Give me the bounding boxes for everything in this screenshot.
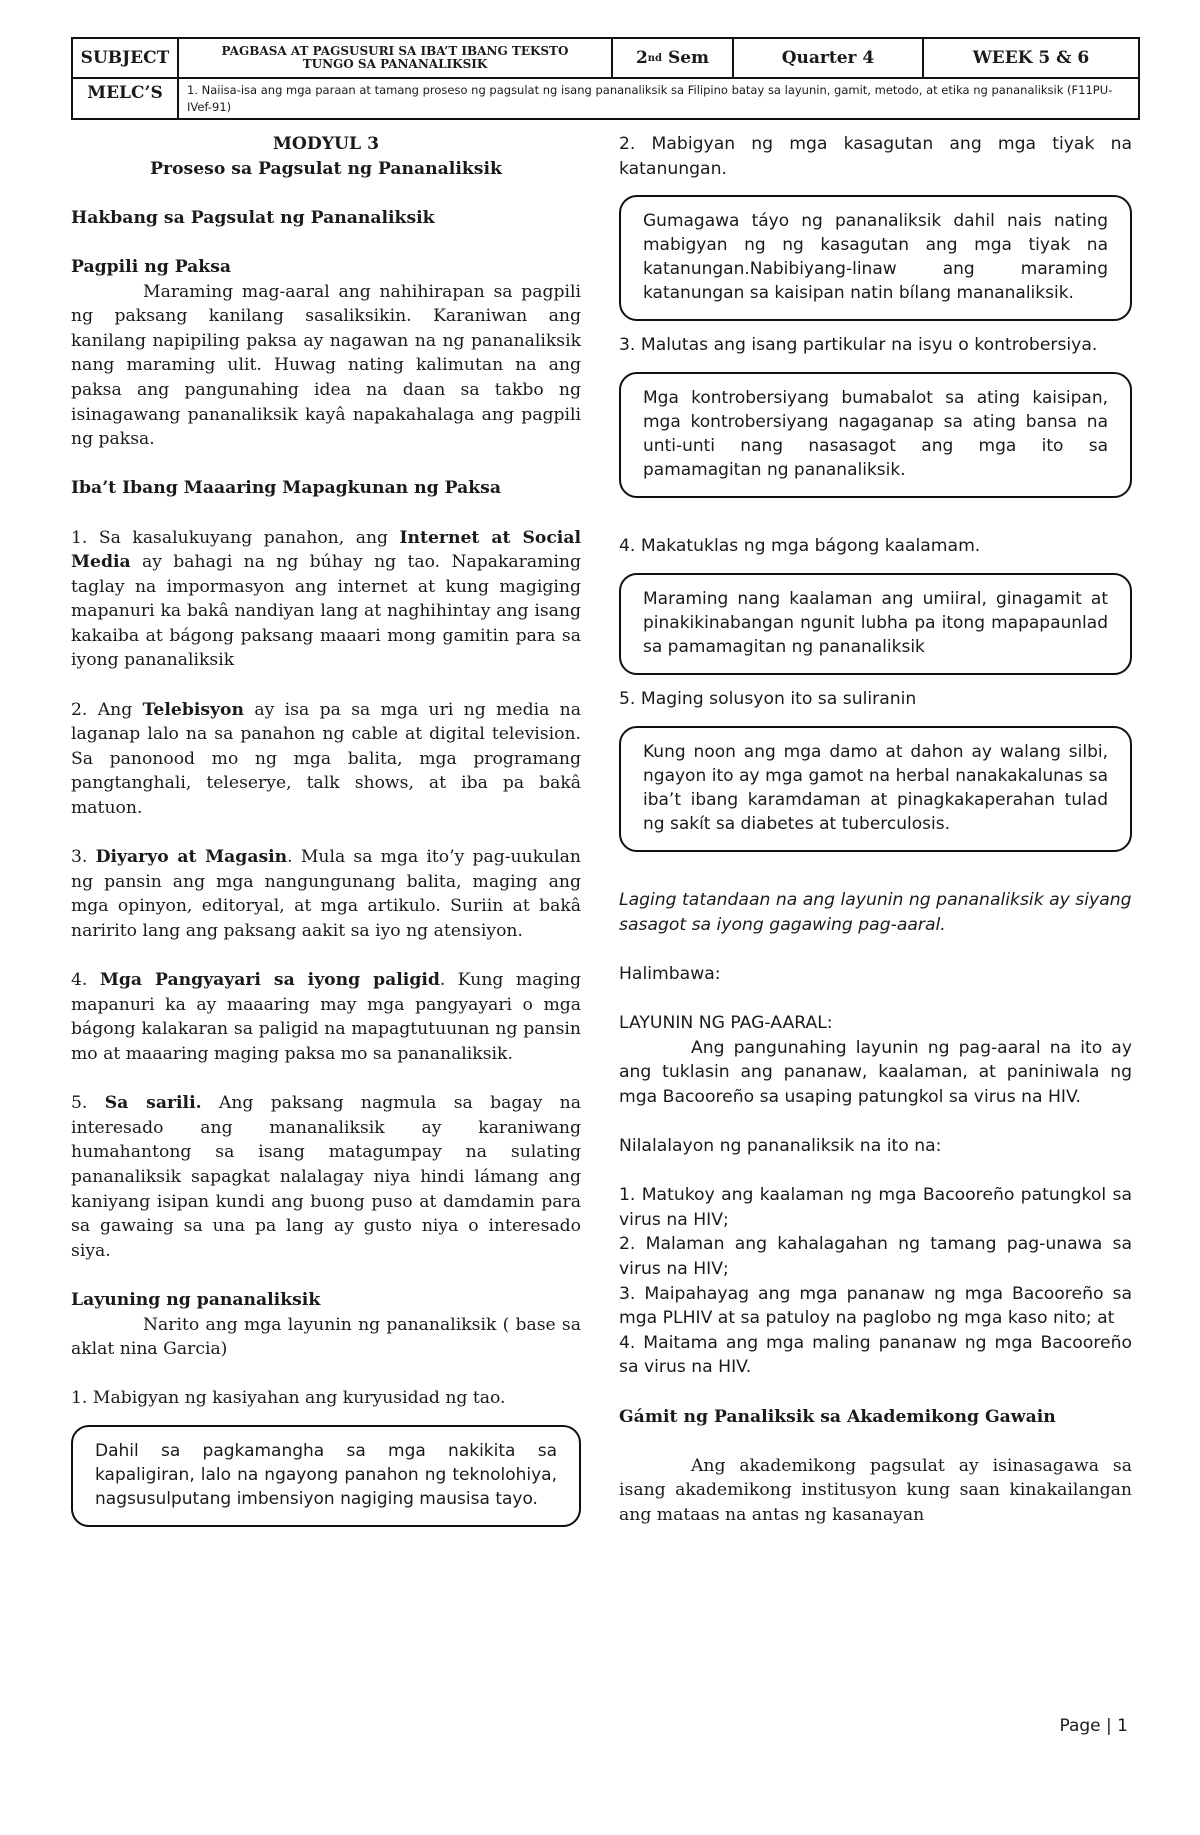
- quarter: Quarter 4: [734, 39, 924, 77]
- layunin-label: LAYUNIN NG PAG-AARAL:: [619, 1013, 833, 1034]
- source-item-internet: [71, 526, 581, 674]
- header-table: [71, 37, 1140, 120]
- module-number: MODYUL 3: [272, 134, 380, 154]
- section-heading-hakbang: Hakbang sa Pagsulat ng Pananaliksik: [71, 207, 435, 228]
- source-item-sarili: [71, 1091, 581, 1263]
- text-run: . Mula sa mga ito’y pag-uukulan ng pansin ang mga nangungunang balita, maging ang mga opinyon, editoryal, at mga artikulo. Suriin at bakâ naririto lang ang paksang aakit sa iyo ng atensiyon.: [71, 847, 581, 941]
- goal-3: 3. Maipahayag ang mga pananaw ng mga Bacooreño sa mga PLHIV at sa patuloy na paglobo ng mga kaso nito; at: [619, 1283, 1132, 1329]
- nilalayon-label: Nilalalayon ng pananaliksik na ito na:: [619, 1136, 942, 1157]
- text-run: 3.: [71, 847, 96, 868]
- melc-text: 1. Naiisa-isa ang mga paraan at tamang proseso ng pagsulat ng isang pananaliksik sa Filipino batay sa layunin, gamit, metodo, at etika ng pananaliksik (F11PU-IVef-91): [187, 83, 1113, 114]
- paragraph-gamit: Ang akademikong pagsulat ay isinasagawa sa isang akademikong institusyon kung saan kinakailangan ang mataas na antas ng kasanayan: [619, 1455, 1132, 1525]
- bold-run: Telebisyon: [142, 699, 244, 720]
- text-run: 2. Ang: [71, 699, 143, 720]
- bold-run: Mga Pangyayari sa iyong paligid: [99, 970, 440, 991]
- subheading-pinagkunan: Iba’t Ibang Maaaring Mapagkunan ng Paksa: [71, 478, 501, 499]
- callout-box-5: Kung noon ang mga damo at dahon ay walang silbi, ngayon ito ay mga gamot na herbal nanakakalunas sa iba’t ibang karamdaman at pinagkakaperahan tulad ng sakít sa diabetes at tuberculosis.: [619, 726, 1132, 852]
- text-run: ay isa pa sa mga uri ng media na laganap lalo na sa panahon ng cable at digital television. Sa panonood mo ng mga balita, mga programang pangtanghali, teleserye, talk shows, at iba pa bakâ matuon.: [71, 699, 581, 819]
- paragraph-layunin-intro: Narito ang mga layunin ng pananaliksik ( base sa aklat nina Garcia): [71, 1314, 581, 1360]
- objective-1: 1. Mabigyan ng kasiyahan ang kuryusidad ng tao.: [71, 1388, 506, 1409]
- objective-3: 3. Malutas ang isang partikular na isyu o kontrobersiya.: [619, 335, 1098, 356]
- bold-run: Diyaryo at Magasin: [95, 847, 288, 868]
- bold-run: Sa sarili.: [104, 1093, 202, 1114]
- objective-2: 2. Mabigyan ng mga kasagutan ang mga tiyak na katanungan.: [619, 134, 1132, 179]
- subheading-layunin: Layuning ng pananaliksik: [71, 1289, 321, 1310]
- melc-label: MELC’S: [73, 79, 179, 118]
- layunin-paragraph: Ang pangunahing layunin ng pag-aaral na ito ay ang tuklasin ang pananaw, kaalaman, at paniniwala ng mga Bacooreño sa usaping patungkol sa virus na HIV.: [619, 1037, 1132, 1107]
- semester-word: Sem: [662, 48, 710, 68]
- callout-box-1: Dahil sa pagkamangha sa mga nakikita sa kapaligiran, lalo na ngayong panahon ng teknolohiya, nagsusulputang imbensiyon nagiging mausisa tayo.: [71, 1425, 581, 1527]
- callout-box-2: Gumagawa táyo ng pananaliksik dahil nais nating mabigyan ng ng kasagutan ang mga tiyak na katanungan.Nabibiyang-linaw ang maraming katanungan sa kaisipan natin bílang mananaliksik.: [619, 195, 1132, 321]
- source-item-diyaryo: [71, 845, 581, 943]
- goal-1: 1. Matukoy ang kaalaman ng mga Bacooreño patungkol sa virus na HIV;: [619, 1185, 1132, 1230]
- page-number: Page | 1: [1059, 1716, 1128, 1736]
- text-run: ay bahagi na ng búhay ng tao. Napakaraming taglay na impormasyon ang internet at kung magiging mapanuri ka bakâ nandiyan lang at naghihintay ang isang kakaiba at bágong paksang maaari mong gamitin para sa iyong pananaliksik: [71, 552, 581, 671]
- header-row-1: [73, 39, 1138, 79]
- week: WEEK 5 & 6: [972, 48, 1090, 68]
- text-run: 1. Sa kasalukuyang panahon, ang: [71, 527, 400, 548]
- subject-title-line2: TUNGO SA PANANALIKSIK: [302, 57, 488, 71]
- text-run: . Kung maging mapanuri ka ay maaaring may mga pangyayari o mga bágong kalakaran sa paligid na mapagtutuunan ng pansin mo at maaaring maging paksa mo sa pananaliksik.: [71, 970, 581, 1064]
- subject-title-line1: PAGBASA AT PAGSUSURI SA IBA’T IBANG TEKSTO: [221, 44, 569, 58]
- objective-5: 5. Maging solusyon ito sa suliranin: [619, 688, 917, 709]
- subject-label: SUBJECT: [73, 39, 179, 77]
- left-column: [71, 132, 581, 1539]
- module-title: Proseso sa Pagsulat ng Pananaliksik: [150, 158, 502, 179]
- text-run: 5.: [71, 1093, 105, 1114]
- right-column: [619, 132, 1132, 1528]
- subheading-pagpili: Pagpili ng Paksa: [71, 256, 232, 277]
- paragraph-pagpili: Maraming mag-aaral ang nahihirapan sa pagpili ng paksang kanilang sasaliksikin. Karaniwan ang kanilang napipiling paksa ay nagawan na ng pananaliksik nang maraming ulit. Huwag nating kalimutan na ang paksa ang pangunahing idea na daan sa takbo ng isinagawang pananaliksik kayâ napakahalaga ang pagpili ng paksa.: [71, 281, 581, 450]
- text-run: 4.: [71, 970, 100, 991]
- subject-title: [179, 39, 613, 77]
- objective-4: 4. Makatuklas ng mga bágong kaalamam.: [619, 536, 981, 557]
- example-label: Halimbawa:: [619, 963, 721, 984]
- header-row-2: [73, 79, 1138, 118]
- semester-number: 2: [635, 48, 648, 68]
- bold-run: Internet at Social Media: [71, 527, 581, 573]
- callout-box-4: Maraming nang kaalaman ang umiiral, ginagamit at pinakikinabangan ngunit lubha pa itong mapapaunlad sa pamamagitan ng pananaliksik: [619, 573, 1132, 675]
- subheading-gamit: Gámit ng Panaliksik sa Akademikong Gawain: [619, 1406, 1056, 1427]
- semester: [613, 39, 734, 77]
- source-item-telebisyon: [71, 698, 581, 821]
- text-run: Ang paksang nagmula sa bagay na interesado ang mananaliksik ay karaniwang humahantong sa isang matagumpay na sulating pananaliksik sapagkat nalalagay niya hindi lámang ang kaniyang isipan kundi ang buong puso at damdamin para sa gawaing sa una pa lang ay gusto niya o interesado siya.: [71, 1093, 581, 1261]
- goal-2: 2. Malaman ang kahalagahan ng tamang pag-unawa sa virus na HIV;: [619, 1234, 1132, 1280]
- semester-suffix: nd: [647, 52, 663, 64]
- source-item-pangyayari: [71, 968, 581, 1066]
- callout-box-3: Mga kontrobersiyang bumabalot sa ating kaisipan, mga kontrobersiyang nagaganap sa ating bansa na unti-unti nang nasasagot ang mga ito sa pamamagitan ng pananaliksik.: [619, 372, 1132, 498]
- reminder-text: Laging tatandaan na ang layunin ng pananaliksik ay siyang sasagot sa iyong gagawing pag-aaral.: [619, 890, 1132, 935]
- goal-4: 4. Maitama ang mga maling pananaw ng mga Bacooreño sa virus na HIV.: [619, 1332, 1132, 1378]
